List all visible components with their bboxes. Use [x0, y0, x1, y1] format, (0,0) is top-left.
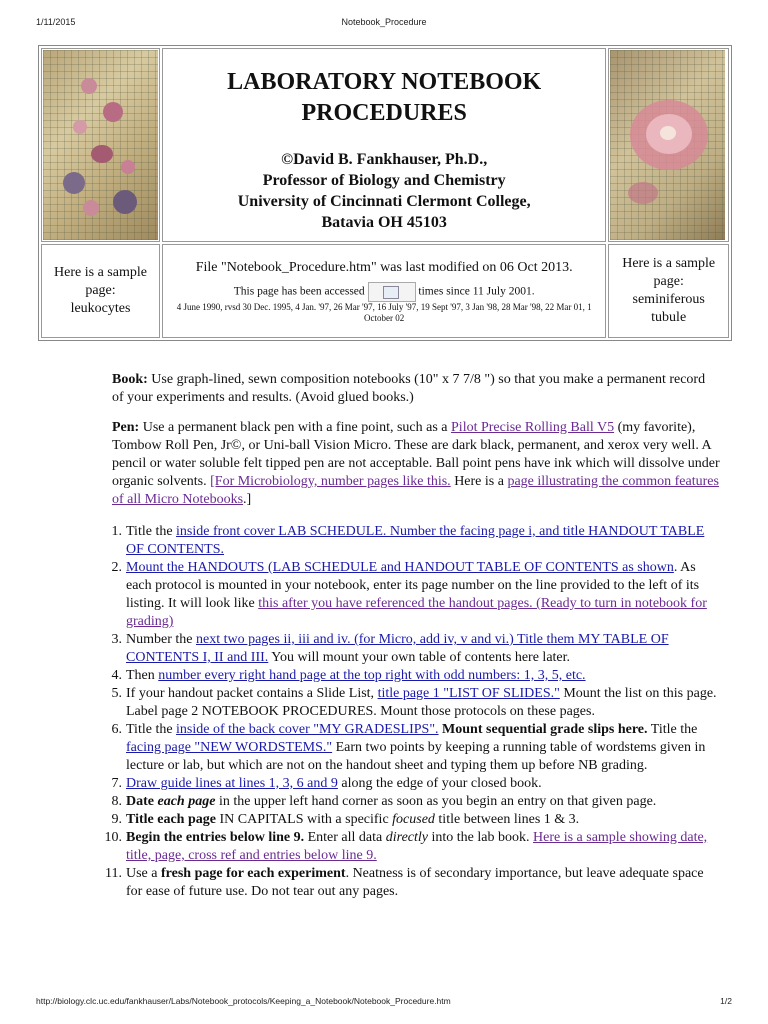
micro-notebook-features-link[interactable]: page illustrating the common features of all Micro Notebooks [112, 474, 719, 507]
step-item: 9. Title each page IN CAPITALS with a specific focused title between lines 1 & 3. [111, 812, 580, 827]
book-label: Book: [112, 372, 148, 387]
print-header [36, 17, 732, 31]
left-caption-line-1: Here is a sample [54, 265, 147, 280]
left-photo-cell [41, 48, 160, 242]
procedure-steps [104, 523, 720, 901]
author-name: ©David B. Fankhauser, Ph.D., [281, 151, 488, 168]
hit-counter-image [368, 282, 416, 302]
author-institution: University of Cincinnati Clermont College, [237, 193, 531, 210]
step-item: 3. Number the next two pages ii, iii and iv. (for Micro, add iv, v and vi.) Title them MY TABLE OF CONTENTS I, II and III. You will mount your own table of contents here later. [111, 632, 669, 665]
banner-table [38, 45, 732, 341]
step-item: 6. Title the inside of the back cover "MY GRADESLIPS". Mount sequential grade slips here. Title the facing page "NEW WORDSTEMS." Earn two points by keeping a running table of wordstems given in lecture or lab, but which are not on the handout sheet and typing them up before NB grading. [111, 722, 706, 773]
inside-front-cover-link[interactable]: inside front cover LAB SCHEDULE. Number the facing page i, and title HANDOUT TABLE OF CONTENTS. [126, 524, 705, 557]
guide-lines-link[interactable]: Draw guide lines at lines 1, 3, 6 and 9 [126, 776, 338, 791]
step-item: 10. Begin the entries below line 9. Enter all data directly into the lab book. Here is a sample showing date, title, page, cross ref and entries below line 9. [104, 830, 708, 863]
table-of-contents-link[interactable]: next two pages ii, iii and iv. (for Micro, add iv, v and vi.) Title them MY TABLE OF CONTENTS I, II and III. [126, 632, 669, 665]
step-item: 2. Mount the HANDOUTS (LAB SCHEDULE and HANDOUT TABLE OF CONTENTS as shown. As each protocol is mounted in your notebook, enter its page number on the line provided to the left of its listing. It will look like this after you have referenced the handout pages. (Ready to turn in notebook for grading) [111, 560, 707, 629]
book-paragraph [112, 371, 720, 407]
wordstems-link[interactable]: facing page "NEW WORDSTEMS." [126, 740, 333, 755]
print-date: 1/11/2015 [36, 17, 76, 27]
print-url: http://biology.clc.uc.edu/fankhauser/Labs/Notebook_protocols/Keeping_a_Notebook/Notebook_Procedure.htm [36, 996, 451, 1006]
right-photo-cell [608, 48, 729, 242]
author-block [171, 149, 597, 233]
left-caption-line-3: leukocytes [70, 301, 131, 316]
author-role: Professor of Biology and Chemistry [262, 172, 506, 189]
right-caption-line-2: page: [653, 274, 684, 289]
number-right-pages-link[interactable]: number every right hand page at the top right with odd numbers: 1, 3, 5, etc. [158, 668, 586, 683]
print-footer [36, 996, 732, 1010]
step-item: 7. Draw guide lines at lines 1, 3, 6 and 9 along the edge of your closed book. [111, 776, 542, 791]
pen-label: Pen: [112, 420, 140, 435]
sample-entry-link[interactable]: Here is a sample showing date, title, page, cross ref and entries below line 9. [126, 830, 708, 863]
last-modified-text: File "Notebook_Procedure.htm" was last modified on 06 Oct 2013. [195, 259, 573, 275]
gradeslips-link[interactable]: inside of the back cover "MY GRADESLIPS". [176, 722, 439, 737]
page-title: LABORATORY NOTEBOOK PROCEDURES [227, 69, 542, 126]
step-item: 4. Then number every right hand page at the top right with odd numbers: 1, 3, 5, etc. [111, 668, 586, 683]
left-caption-line-2: page: [85, 283, 116, 298]
referenced-handout-link[interactable]: this after you have referenced the handout pages. (Ready to turn in notebook for grading) [126, 596, 707, 629]
title-cell [162, 48, 606, 242]
seminiferous-tubule-notebook-photo[interactable] [610, 50, 725, 240]
book-text: Use graph-lined, sewn composition notebooks (10" x 7 7/8 ") so that you make a permanent record of your experiments and results. (Avoid glued books.) [112, 372, 706, 405]
step-item: 1. Title the inside front cover LAB SCHEDULE. Number the facing page i, and title HANDOUT TABLE OF CONTENTS. [111, 524, 705, 557]
right-caption-line-3: seminiferous tubule [632, 292, 705, 325]
step-item: 8. Date each page in the upper left hand corner as soon as you begin an entry on that given page. [111, 794, 657, 809]
pen-paragraph: Pen: Use a permanent black pen with a fine point, such as a Pilot Precise Rolling Ball V5 (my favorite), Tombow Roll Pen, Jr©, or Uni-ball Vision Micro. These are dark black, permanent, and xerox very well. A pencil or water soluble felt tipped pen are not acceptable. Ball point pens have ink which will dissolve under organic solvents. [For Microbiology, number pages like this. Here is a page illustrating the common features of all Micro Notebooks.] [112, 420, 720, 507]
mount-handouts-link[interactable]: Mount the HANDOUTS (LAB SCHEDULE and HANDOUT TABLE OF CONTENTS as shown [126, 560, 674, 575]
leukocytes-notebook-photo[interactable] [43, 50, 158, 240]
access-counter-line: This page has been accessed times since 11 July 2001. [169, 282, 599, 302]
step-item: 11. Use a fresh page for each experiment. Neatness is of secondary importance, but leave adequate space for ease of future use. Do not tear out any pages. [105, 866, 704, 899]
right-caption-cell [608, 244, 729, 338]
micro-page-numbering-link[interactable]: [For Microbiology, number pages like this. [210, 474, 451, 489]
author-location: Batavia OH 45103 [321, 214, 447, 231]
step-item: 5. If your handout packet contains a Slide List, title page 1 "LIST OF SLIDES." Mount the list on this page. Label page 2 NOTEBOOK PROCEDURES. Mount those protocols on these pages. [111, 686, 717, 719]
page-info-cell [162, 244, 606, 338]
print-title: Notebook_Procedure [341, 17, 427, 27]
pilot-pen-link[interactable]: Pilot Precise Rolling Ball V5 [451, 420, 615, 435]
main-content [104, 371, 720, 901]
right-caption-line-1: Here is a sample [622, 256, 716, 271]
left-caption-cell [41, 244, 160, 338]
print-page-number: 1/2 [720, 996, 732, 1006]
revision-history: 4 June 1990, rvsd 30 Dec. 1995, 4 Jan. '97, 26 Mar '97, 16 July '97, 19 Sept '97, 3 Jan '98, 28 Mar '98, 22 Mar 01, 1 October 02 [176, 301, 592, 323]
list-of-slides-link[interactable]: title page 1 "LIST OF SLIDES." [377, 686, 560, 701]
